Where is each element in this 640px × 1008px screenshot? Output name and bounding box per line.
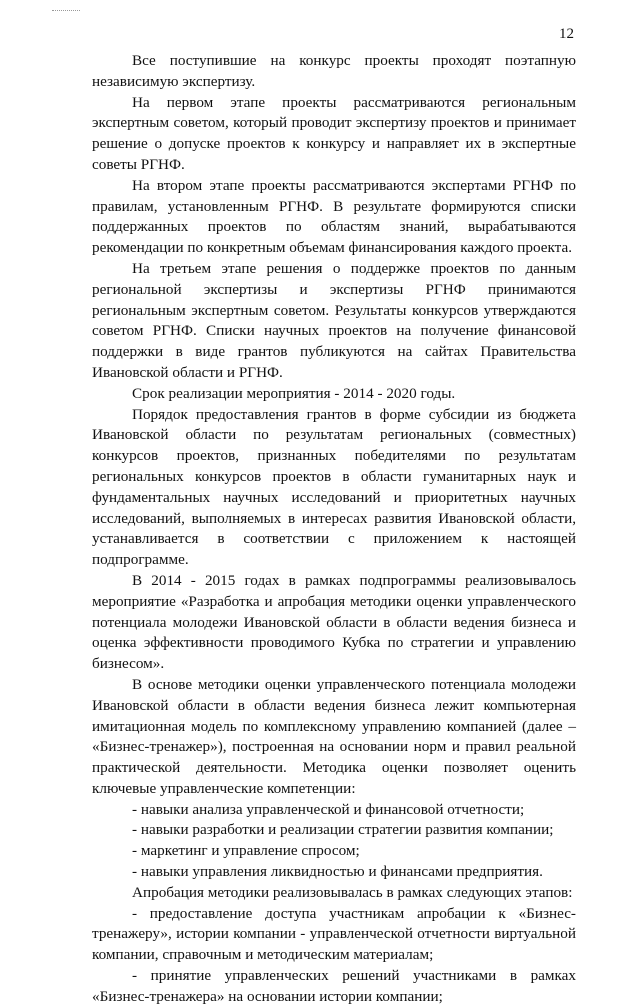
- paragraph: На третьем этапе решения о поддержке проектов по данным региональной экспертизы и экспертизы РГНФ принимаются региональным экспертным советом. Результаты конкурсов утверждаются советом РГНФ. Списки научных проектов на получение финансовой поддержки в виде грантов публикуются на сайтах Правительства Ивановской области и РГНФ.: [92, 259, 576, 381]
- paragraph: Апробация методики реализовывалась в рамках следующих этапов:: [132, 883, 573, 901]
- list-item: - предоставление доступа участникам апробации к «Бизнес-тренажеру», истории компании - управленческой отчетности виртуальной компании, справочным и методическим материалам;: [92, 904, 576, 964]
- paragraph: На первом этапе проекты рассматриваются региональным экспертным советом, который проводит экспертизу проектов и принимает решение о допуске проектов к конкурсу и направляет их в экспертные советы РГНФ.: [92, 93, 576, 173]
- paragraph: В основе методики оценки управленческого потенциала молодежи Ивановской области в области ведения бизнеса лежит компьютерная имитационная модель по комплексному управлению компанией (далее – «Бизнес-тренажер»), построенная на основании норм и правил реальной практической деятельности. Методика оценки позволяет оценить ключевые управленческие компетенции:: [92, 675, 576, 797]
- paragraph: В 2014 - 2015 годах в рамках подпрограммы реализовывалось мероприятие «Разработка и апробация методики оценки управленческого потенциала молодежи Ивановской области в области ведения бизнеса и оценка эффективности проводимого Кубка по стратегии и управлению бизнесом».: [92, 571, 576, 673]
- paragraph: Срок реализации мероприятия - 2014 - 2020 годы.: [132, 384, 456, 402]
- scan-artifact: [52, 10, 80, 12]
- paragraph: Порядок предоставления грантов в форме субсидии из бюджета Ивановской области по результатам региональных (совместных) конкурсов проектов, признанных победителями по результатам региональных конкурсов проектов в области гуманитарных наук и фундаментальных научных исследований и приоритетных научных исследований, выполняемых в интересах развития Ивановской области, устанавливается в соответствии с приложением к настоящей подпрограмме.: [92, 405, 576, 569]
- list-item: - навыки управления ликвидностью и финансами предприятия.: [132, 863, 543, 881]
- document-body: [92, 51, 576, 1008]
- list-item: - маркетинг и управление спросом;: [132, 842, 360, 860]
- list-item: - принятие управленческих решений участниками в рамках «Бизнес-тренажера» на основании истории компании;: [92, 967, 576, 1005]
- list-item: - навыки разработки и реализации стратегии развития компании;: [132, 821, 554, 839]
- page-number: 12: [559, 26, 574, 42]
- paragraph: На втором этапе проекты рассматриваются экспертами РГНФ по правилам, установленным РГНФ. В результате формируются списки поддержанных проектов по областям знаний, вырабатываются рекомендации по конкретным объемам финансирования каждого проекта.: [92, 176, 576, 257]
- paragraph: Все поступившие на конкурс проекты проходят поэтапную независимую экспертизу.: [92, 52, 576, 90]
- list-item: - навыки анализа управленческой и финансовой отчетности;: [132, 800, 525, 818]
